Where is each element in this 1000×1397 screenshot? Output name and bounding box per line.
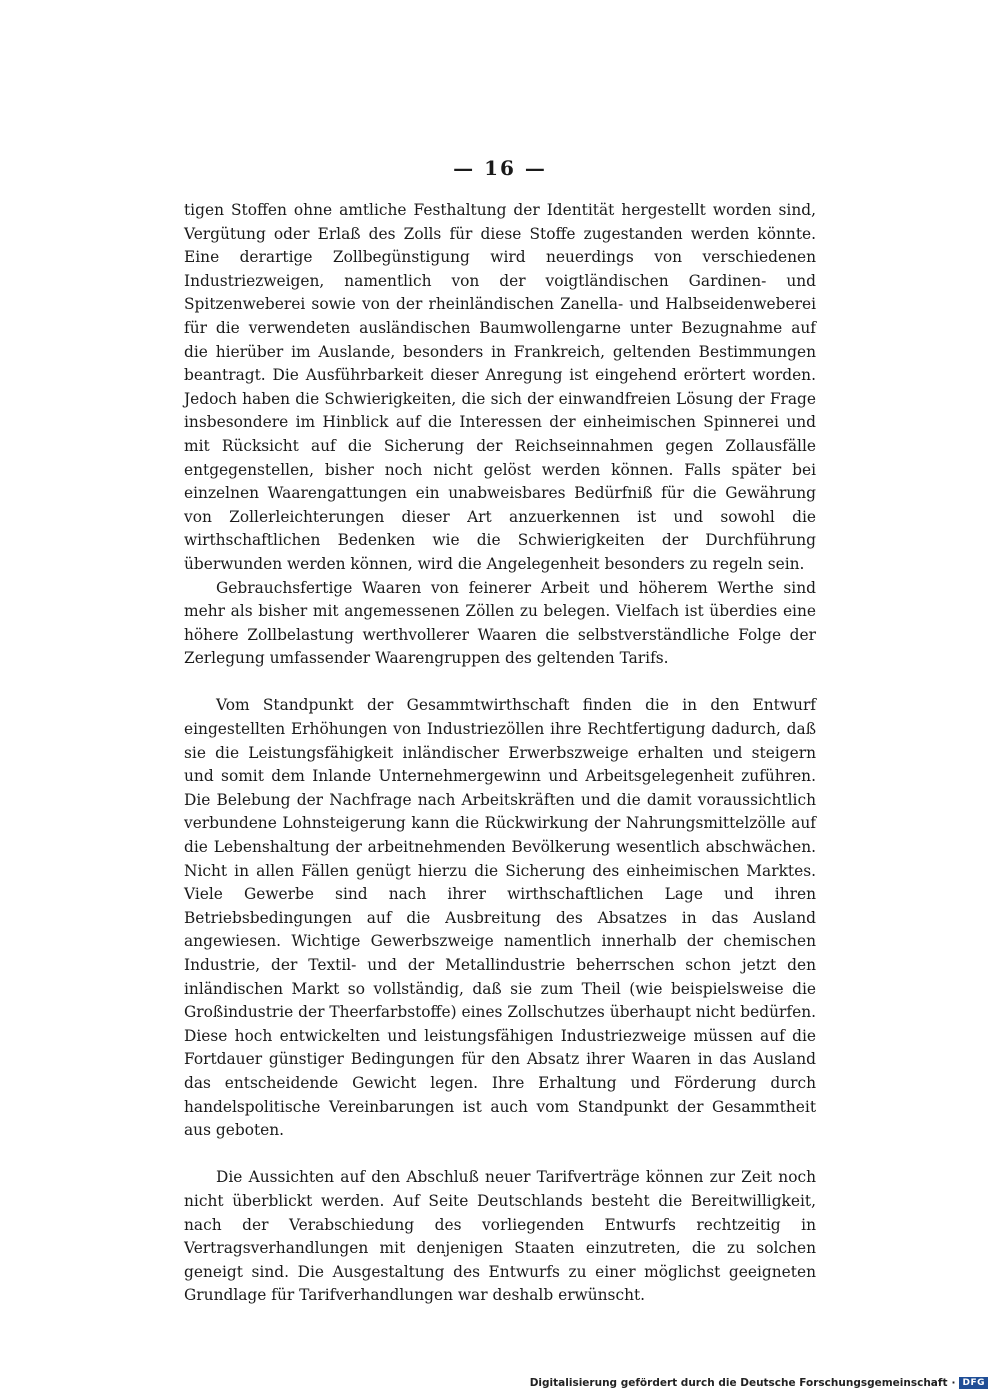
page-number: — 16 — (453, 156, 547, 180)
paragraph: Die Aussichten auf den Abschluß neuer Tarifverträge können zur Zeit noch nicht überblickt werden. Auf Seite Deutschlands besteht die Bereitwilligkeit, nach der Verabschiedung des vorliegenden Entwurfs rechtzeitig in Vertragsverhandlungen mit denjenigen Staaten einzutreten, die zu solchen geneigt sind. Die Ausgestaltung des Entwurfs zu einer möglichst geeigneten Grundlage für Tarifverhandlungen war deshalb erwünscht. (184, 1168, 816, 1305)
credit-separator: · (951, 1377, 956, 1389)
paragraph: Vom Standpunkt der Gesammtwirthschaft finden die in den Entwurf eingestellten Erhöhungen von Industriezöllen ihre Rechtfertigung dadurch, daß sie die Leistungsfähigkeit inländischer Erwerbszweige erhalten und steigern und somit dem Inlande Unternehmergewinn und Arbeitsgelegenheit zuführen. Die Belebung der Nachfrage nach Arbeitskräften und die damit voraussichtlich verbundene Lohnsteigerung kann die Rückwirkung der Nahrungsmittelzölle auf die Lebenshaltung der arbeitnehmenden Bevölkerung wesentlich abschwächen. Nicht in allen Fällen genügt hierzu die Sicherung des einheimischen Marktes. Viele Gewerbe sind nach ihrer wirthschaftlichen Lage und ihren Betriebsbedingungen auf die Ausbreitung des Absatzes in das Ausland angewiesen. Wichtige Gewerbszweige namentlich innerhalb der chemischen Industrie, der Textil- und der Metallindustrie beherrschen schon jetzt den inländischen Markt so vollständig, daß sie zum Theil (wie beispielsweise die Großindustrie der Theerfarbstoffe) eines Zollschutzes überhaupt nicht bedürfen. Diese hoch entwickelten und leistungsfähigen Industriezweige müssen auf die Fortdauer günstiger Bedingungen für den Absatz ihrer Waaren in das Ausland das entscheidende Gewicht legen. Ihre Erhaltung und Förderung durch handelspolitische Vereinbarungen ist auch vom Standpunkt der Gesammtheit aus geboten. (184, 696, 816, 1140)
paragraph: tigen Stoffen ohne amtliche Festhaltung der Identität hergestellt worden sind, Vergütung oder Erlaß des Zolls für diese Stoffe zugestanden werden könnte. Eine derartige Zollbegünstigung wird neuerdings von verschiedenen Industriezweigen, namentlich von der voigtländischen Gardinen- und Spitzenweberei sowie von der rheinländischen Zanella- und Halbseidenweberei für die verwendeten ausländischen Baumwollengarne unter Bezugnahme auf die hierüber im Auslande, besonders in Frankreich, geltenden Bestimmungen beantragt. Die Ausführbarkeit dieser Anregung ist eingehend erörtert worden. Jedoch haben die Schwierigkeiten, die sich der einwandfreien Lösung der Frage insbesondere im Hinblick auf die Interessen der einheimischen Spinnerei und mit Rücksicht auf die Sicherung der Reichseinnahmen gegen Zollausfälle entgegenstellen, bisher noch nicht gelöst werden können. Falls später bei einzelnen Waarengattungen ein unabweisbares Bedürfniß für die Gewährung von Zollerleichterungen dieser Art anzuerkennen ist und sowohl die wirthschaftlichen Bedenken wie die Schwierigkeiten der Durchführung überwunden werden können, wird die Angelegenheit besonders zu regeln sein. (184, 201, 816, 573)
paragraph: Gebrauchsfertige Waaren von feinerer Arbeit und höherem Werthe sind mehr als bisher mit angemessenen Zöllen zu belegen. Vielfach ist überdies eine höhere Zollbelastung werthvollerer Waaren die selbstverständliche Folge der Zerlegung umfassender Waarengruppen des geltenden Tarifs. (184, 578, 816, 668)
credit-text: Digitalisierung gefördert durch die Deutsche Forschungsgemeinschaft (529, 1377, 948, 1389)
digitization-credit (530, 1377, 988, 1389)
dfg-logo: DFG (959, 1377, 988, 1389)
body-text (184, 199, 816, 1308)
